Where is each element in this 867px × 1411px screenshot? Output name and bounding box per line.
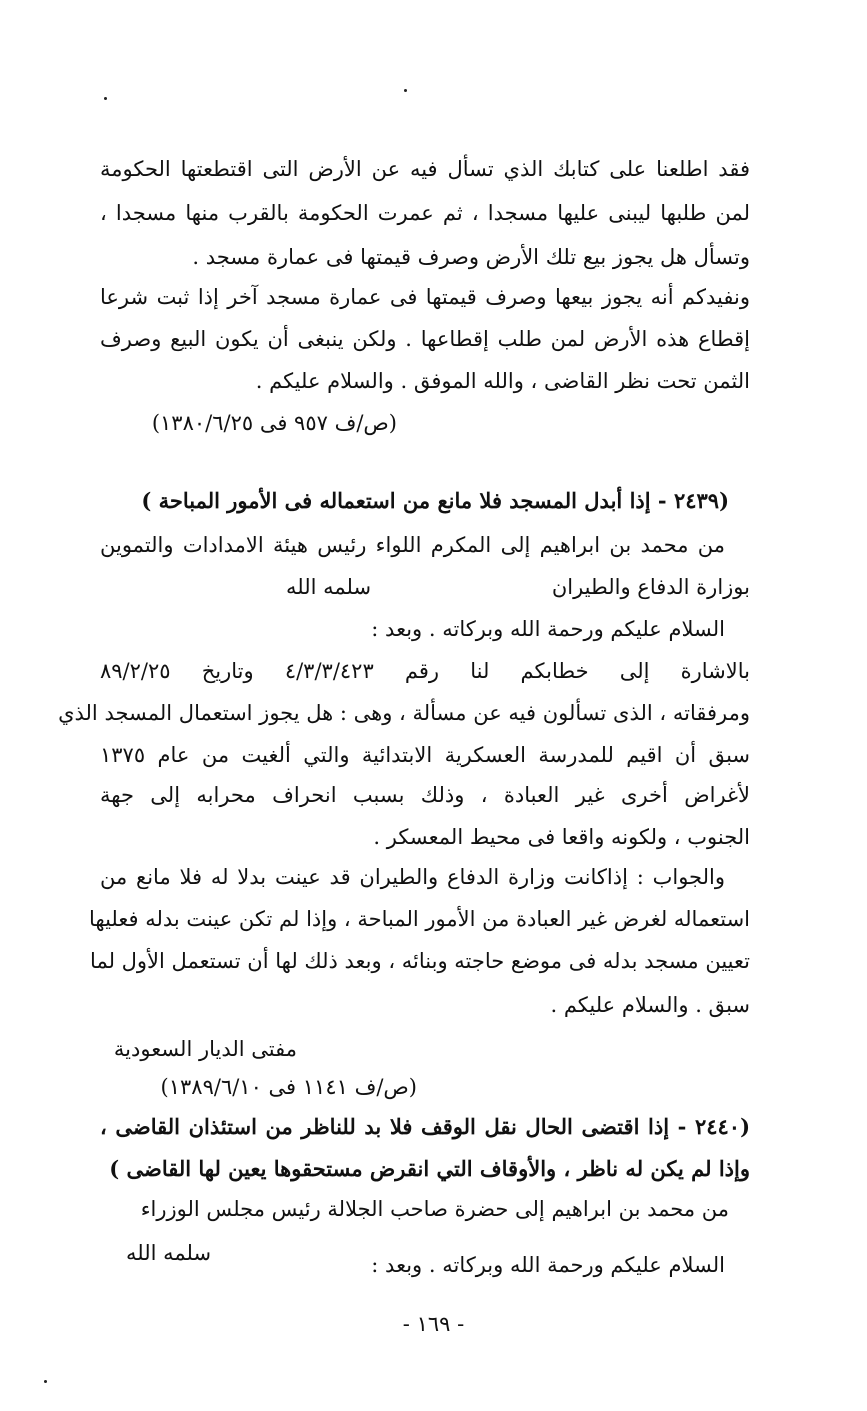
signature: مفتى الديار السعودية [113,1037,297,1061]
answer-line: تعيين مسجد بدله فى موضع حاجته وبنائه ، وبعد ذلك لها أن تستعمل الأول لما [90,949,750,973]
answer-line: سبق . والسلام عليكم . [550,993,750,1017]
body-line: الجنوب ، ولكونه واقعا فى محيط المعسكر . [373,825,750,849]
scan-speck [404,89,407,92]
section-heading: وإذا لم يكن له ناظر ، والأوقاف التي انقرض مستحقوها يعين لها القاضى ) [109,1156,750,1181]
blessing: سلمه الله [126,1241,212,1265]
section-heading: (٢٤٣٩ - إذا أبدل المسجد فلا مانع من استعماله فى الأمور المباحة ) [141,488,729,513]
blessing: سلمه الله [286,575,372,599]
body-line: سبق أن اقيم للمدرسة العسكرية الابتدائية والتي ألغيت من عام ١٣٧٥ [100,743,750,767]
greeting: السلام عليكم ورحمة الله وبركاته . وبعد : [371,1253,725,1277]
answer-line: استعماله لغرض غير العبادة من الأمور المباحة ، وإذا لم تكن عينت بدله فعليها [89,907,750,931]
reference-number: (ص/ف ٩٥٧ فى ١٣٨٠/٦/٢٥) [151,411,397,435]
page-number: - ١٦٩ - [402,1312,465,1336]
ministry-line: بوزارة الدفاع والطيران [551,575,750,599]
letter-line: فقد اطلعنا على كتابك الذي تسأل فيه عن الأرض التى اقتطعتها الحكومة [100,157,750,181]
letter-line: إقطاع هذه الأرض لمن طلب إقطاعها . ولكن ينبغى أن يكون البيع وصرف [100,327,750,351]
body-line: لأغراض أخرى غير العبادة ، وذلك بسبب انحراف محرابه إلى جهة [100,783,750,807]
greeting: السلام عليكم ورحمة الله وبركاته . وبعد : [371,617,725,641]
section-heading: (٢٤٤٠ - إذا اقتضى الحال نقل الوقف فلا بد للناظر من استئذان القاضى ، [100,1114,750,1139]
scan-speck [44,1380,47,1383]
letter-from-line: من محمد بن ابراهيم إلى حضرة صاحب الجلالة رئيس مجلس الوزراء [140,1197,729,1221]
reference-number: (ص/ف ١١٤١ فى ١٣٨٩/٦/١٠) [160,1075,417,1099]
body-line: ومرفقاته ، الذى تسألون فيه عن مسألة ، وهى : هل يجوز استعمال المسجد الذي [58,701,750,725]
letter-line: ونفيدكم أنه يجوز بيعها وصرف قيمتها فى عمارة مسجد آخر إذا ثبت شرعا [100,285,750,309]
scan-speck [104,97,107,100]
letter-line: الثمن تحت نظر القاضى ، والله الموفق . والسلام عليكم . [255,369,750,393]
letter-line: وتسأل هل يجوز بيع تلك الأرض وصرف قيمتها فى عمارة مسجد . [192,245,750,269]
letter-from-line: من محمد بن ابراهيم إلى المكرم اللواء رئيس هيئة الامدادات والتموين [100,533,725,557]
letter-line: لمن طلبها ليبنى عليها مسجدا ، ثم عمرت الحكومة بالقرب منها مسجدا ، [100,201,750,225]
answer-line: والجواب : إذاكانت وزارة الدفاع والطيران قد عينت بدلا له فلا مانع من [100,865,725,889]
body-line: بالاشارة إلى خطابكم لنا رقم ٤/٣/٣/٤٢٣ وتاريخ ٨٩/٢/٢٥ [100,659,750,683]
